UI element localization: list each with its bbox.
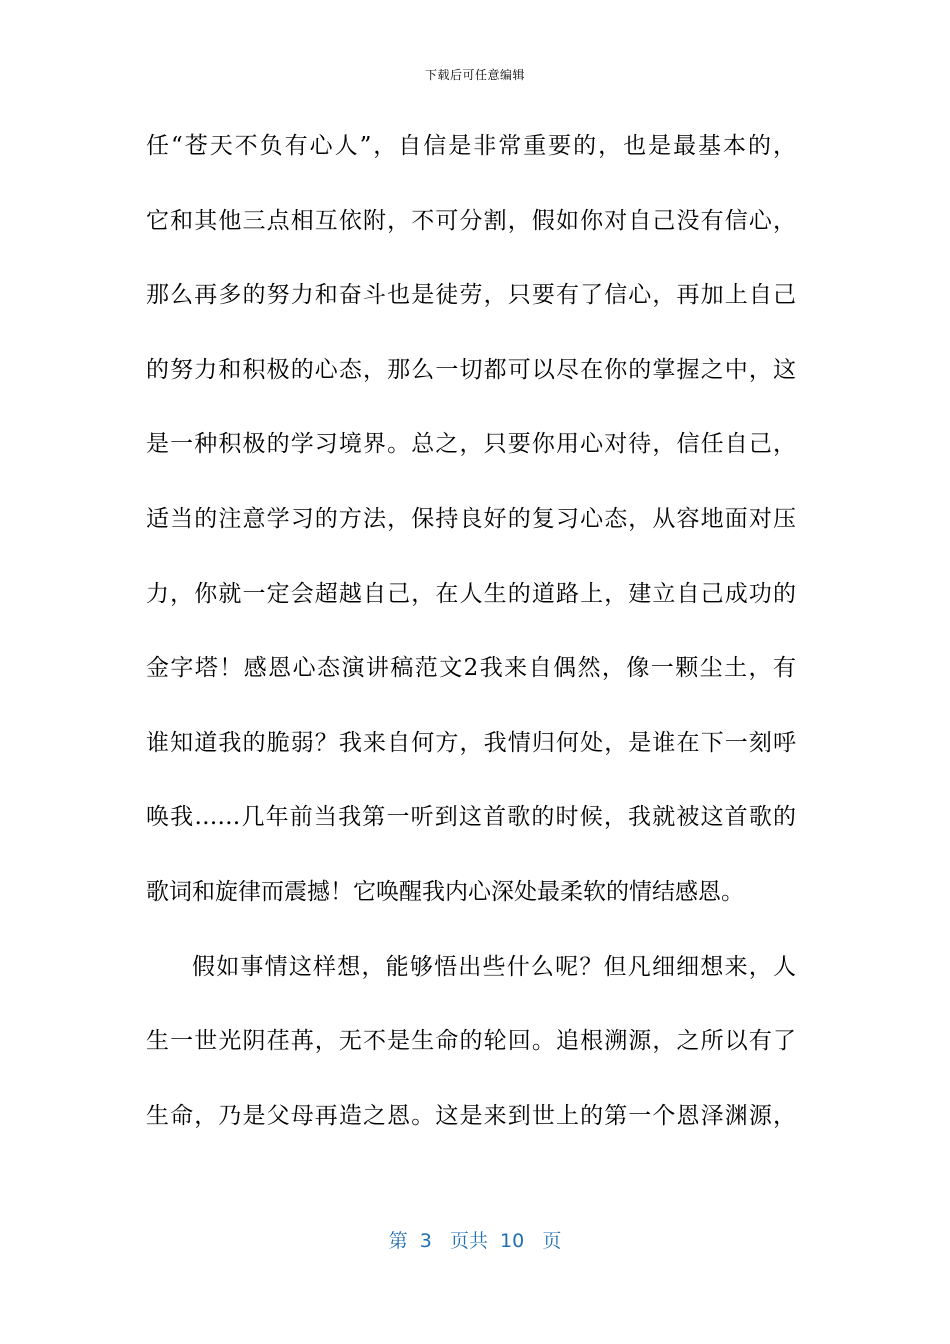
text-line: 生一世光阴荏苒，无不是生命的轮回。追根溯源，之所以有了 xyxy=(146,1028,796,1055)
text-line: 金字塔！感恩心态演讲稿范文2我来自偶然，像一颗尘土，有 xyxy=(146,655,796,682)
paragraph-end-line: 歌词和旋律而震撼！它唤醒我内心深处最柔软的情结感恩。 xyxy=(146,878,744,905)
page-number-footer: 第 3 页共 10 页 xyxy=(388,1230,562,1252)
text-line: 生命，乃是父母再造之恩。这是来到世上的第一个恩泽渊源， xyxy=(146,1102,796,1129)
text-line: 适当的注意学习的方法，保持良好的复习心态，从容地面对压 xyxy=(146,505,796,532)
text-line: 的努力和积极的心态，那么一切都可以尽在你的掌握之中，这 xyxy=(146,356,796,383)
text-line: 那么再多的努力和奋斗也是徒劳，只要有了信心，再加上自己 xyxy=(146,282,796,309)
body-text xyxy=(146,126,796,1170)
text-line: 是一种积极的学习境界。总之，只要你用心对待，信任自己， xyxy=(146,431,796,458)
text-line: 唤我……几年前当我第一听到这首歌的时候，我就被这首歌的 xyxy=(146,804,796,831)
text-line: 谁知道我的脆弱？我来自何方，我情归何处，是谁在下一刻呼 xyxy=(146,729,796,756)
text-line: 力，你就一定会超越自己，在人生的道路上，建立自己成功的 xyxy=(146,580,796,607)
text-line: 它和其他三点相互依附，不可分割，假如你对自己没有信心， xyxy=(146,207,796,234)
header-note: 下载后可任意编辑 xyxy=(424,68,525,82)
text-line: 任“苍天不负有心人”，自信是非常重要的，也是最基本的， xyxy=(146,133,796,159)
paragraph-first-line: 假如事情这样想，能够悟出些什么呢？但凡细细想来，人 xyxy=(192,953,796,980)
